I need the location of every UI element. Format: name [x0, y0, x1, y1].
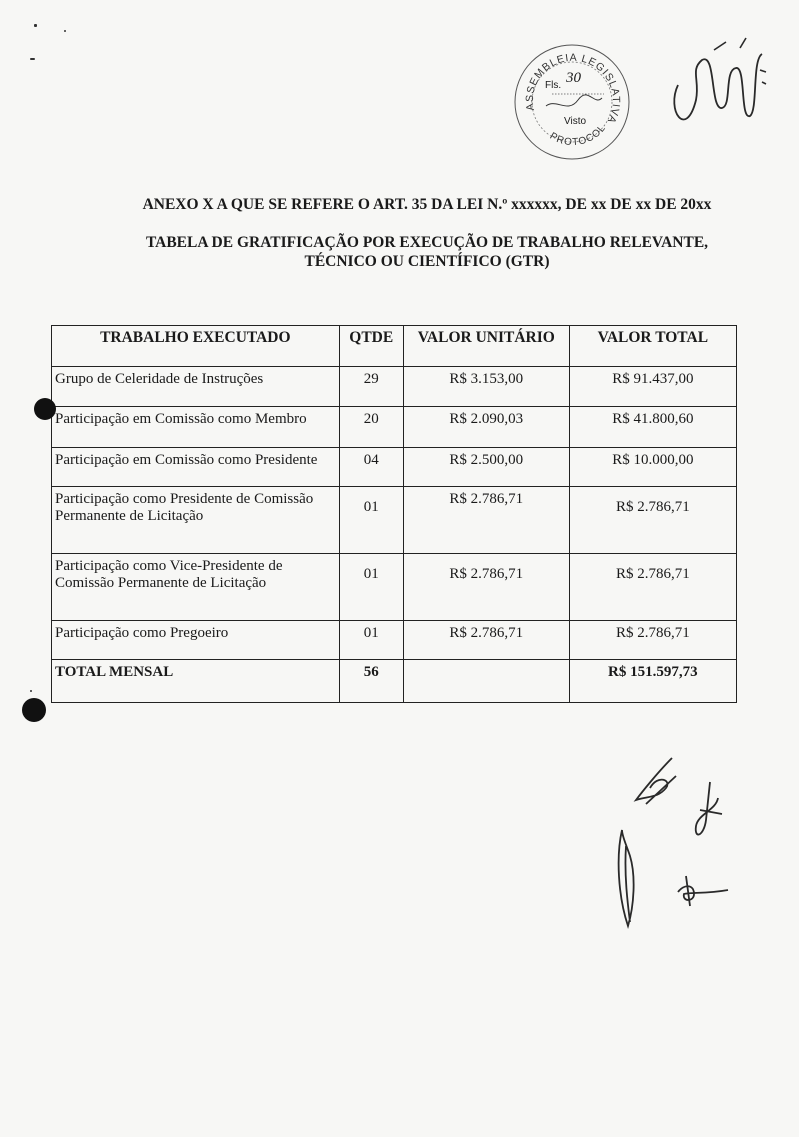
cell-valor-unitario: R$ 2.786,71: [403, 487, 569, 554]
total-valor-unitario: [403, 660, 569, 703]
long-signature: [612, 826, 652, 936]
table-title-line-2: TÉCNICO OU CIENTÍFICO (GTR): [304, 253, 550, 270]
initials-signature-3: [676, 870, 736, 910]
cell-valor-unitario: R$ 2.500,00: [403, 448, 569, 487]
cell-valor-total: R$ 2.786,71: [569, 487, 736, 554]
total-qtde: 56: [339, 660, 403, 703]
header-qtde: QTDE: [339, 326, 403, 367]
document-title: ANEXO X A QUE SE REFERE O ART. 35 DA LEI N.º xxxxxx, DE xx DE xx DE 20xx: [142, 196, 712, 213]
cell-trabalho: Grupo de Celeridade de Instruções: [52, 367, 340, 407]
cell-valor-total: R$ 10.000,00: [569, 448, 736, 487]
cell-valor-unitario: R$ 3.153,00: [403, 367, 569, 407]
stamp-arc-text: ASSEMBLEIA LEGISLATIVA: [523, 51, 622, 126]
stamp-fls-label: Fls.: [545, 80, 562, 91]
table-row: [52, 448, 737, 487]
stamp-ring-icon: [512, 42, 632, 162]
table-row: [52, 367, 737, 407]
protocol-stamp: [512, 42, 632, 162]
table-row: [52, 554, 737, 621]
punch-hole: [34, 398, 56, 420]
scan-speck: [30, 690, 32, 692]
cell-qtde: 04: [339, 448, 403, 487]
stamp-visto-label: Visto: [564, 116, 587, 127]
cell-qtde: 01: [339, 621, 403, 660]
table-total-row: [52, 660, 737, 703]
cell-valor-unitario: R$ 2.090,03: [403, 407, 569, 448]
cell-valor-unitario: R$ 2.786,71: [403, 554, 569, 621]
header-valor-total: VALOR TOTAL: [569, 326, 736, 367]
gtr-table: [51, 325, 737, 703]
initials-signature-2: [688, 780, 728, 850]
cell-valor-total: R$ 2.786,71: [569, 621, 736, 660]
stamp-page-number: 30: [566, 70, 581, 86]
cell-valor-total: R$ 2.786,71: [569, 554, 736, 621]
header-trabalho: TRABALHO EXECUTADO: [52, 326, 340, 367]
cell-qtde: 01: [339, 554, 403, 621]
table-row: [52, 407, 737, 448]
stamp-bottom-text: PROTOCOL: [547, 122, 609, 149]
table-row: [52, 621, 737, 660]
scan-speck: [64, 30, 66, 32]
table-row: [52, 487, 737, 554]
scan-speck: [34, 24, 37, 27]
punch-hole: [22, 698, 46, 722]
scan-speck: [30, 58, 35, 60]
cell-trabalho: Participação em Comissão como Membro: [52, 407, 340, 448]
cell-valor-total: R$ 41.800,60: [569, 407, 736, 448]
signature-top-right: [666, 30, 776, 160]
initials-signature-1: [628, 752, 688, 812]
table-title-line-1: TABELA DE GRATIFICAÇÃO POR EXECUÇÃO DE TRABALHO RELEVANTE,: [145, 234, 709, 251]
total-label: TOTAL MENSAL: [52, 660, 340, 703]
cell-trabalho: Participação como Pregoeiro: [52, 621, 340, 660]
total-valor-total: R$ 151.597,73: [569, 660, 736, 703]
table-header-row: [52, 326, 737, 367]
cell-qtde: 29: [339, 367, 403, 407]
cell-trabalho: Participação em Comissão como Presidente: [52, 448, 340, 487]
cell-valor-total: R$ 91.437,00: [569, 367, 736, 407]
cell-qtde: 20: [339, 407, 403, 448]
header-valor-unitario: VALOR UNITÁRIO: [403, 326, 569, 367]
cell-valor-unitario: R$ 2.786,71: [403, 621, 569, 660]
cell-qtde: 01: [339, 487, 403, 554]
cell-trabalho: Participação como Vice-Presidente de Comissão Permanente de Licitação: [52, 554, 340, 621]
cell-trabalho: Participação como Presidente de Comissão Permanente de Licitação: [52, 487, 340, 554]
